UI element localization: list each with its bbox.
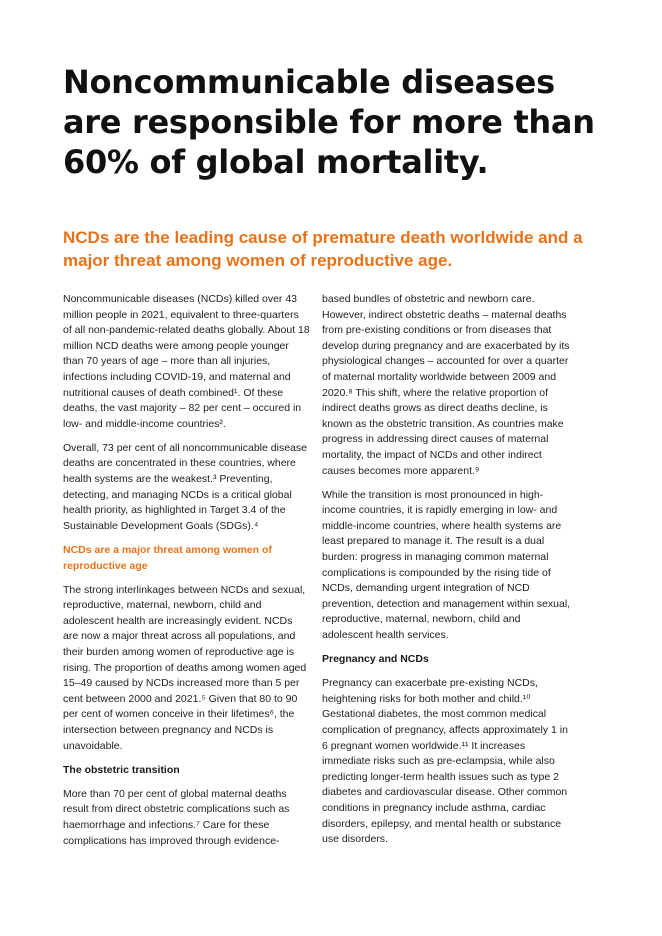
paragraph: Overall, 73 per cent of all noncommunicable disease deaths are concentrated in these countries, where health systems are the weakest.³ Preventing, detecting, and managing NCDs is a critical global health priority, as highlighted in Target 3.4 of the Sustainable Development Goals (SDGs).⁴ xyxy=(63,441,307,532)
section-heading: Pregnancy and NCDs xyxy=(322,653,429,666)
paragraph: Noncommunicable diseases (NCDs) killed over 43 million people in 2021, equivalent to three-quarters of all non-pandemic-related deaths globally. About 18 million NCD deaths were among people younger than 70 years of age – more than all injuries, infections including COVID-19, and maternal and nutritional causes of death combined¹. Of these deaths, the vast majority – 82 per cent – occured in low- and middle-income countries². xyxy=(63,293,310,430)
page-title: Noncommunicable diseases are responsible for more than 60% of global mortality. xyxy=(63,63,595,181)
paragraph: The strong interlinkages between NCDs and sexual, reproductive, maternal, newborn, child and adolescent health are increasingly evident. NCDs are now a major threat across all populations, and their burden among women of reproductive age is rising. The proportion of deaths among women aged 15–49 caused by NCDs increased more than 5 per cent between 2000 and 2021.⁵ Given that 80 to 90 per cent of women conceive in their lifetimes⁶, the intersection between pregnancy and NCDs is unavoidable. xyxy=(63,583,307,752)
paragraph: While the transition is most pronounced in high-income countries, it is rapidly emerging in low- and middle-income countries, where health systems are least prepared to manage it. The result is a dual burden: progress in managing common maternal complications is compounded by the rising tide of NCDs, demanding urgent integration of NCD prevention, detection and management within sexual, reproductive, maternal, newborn, child and adolescent health services. xyxy=(322,488,571,641)
paragraph: based bundles of obstetric and newborn care. However, indirect obstetric deaths – maternal deaths from pre-existing conditions or from diseases that develop during pregnancy and are exacerbated by its physiological changes – accounted for over a quarter of maternal mortality worldwide between 2009 and 2020.⁸ This shift, where the relative proportion of indirect deaths grows as direct deaths decline, is known as the obstetric transition. As countries make progress in addressing direct causes of maternal mortality, the impact of NCDs and other indirect causes becomes more apparent.⁹ xyxy=(322,293,570,477)
right-column xyxy=(322,292,572,856)
left-column xyxy=(63,292,310,858)
section-heading: NCDs are a major threat among women of reproductive age xyxy=(63,543,272,572)
paragraph: Pregnancy can exacerbate pre-existing NCDs, heightening risks for both mother and child.¹⁰ Gestational diabetes, the most common medical complication of pregnancy, affects approximately 1 in 6 pregnant women worldwide.¹¹ It increases immediate risks such as pre-eclampsia, while also predicting longer-term health issues such as type 2 diabetes and cardiovascular disease. Other common conditions in pregnancy include asthma, cardiac disorders, epilepsy, and mental health or substance use disorders. xyxy=(322,677,568,846)
paragraph: More than 70 per cent of global maternal deaths result from direct obstetric complications such as haemorrhage and infections.⁷ Care for these complications has improved through evidence- xyxy=(63,787,290,847)
page-subtitle: NCDs are the leading cause of premature death worldwide and a major threat among women of reproductive age. xyxy=(63,228,583,270)
section-heading: The obstetric transition xyxy=(63,763,180,776)
